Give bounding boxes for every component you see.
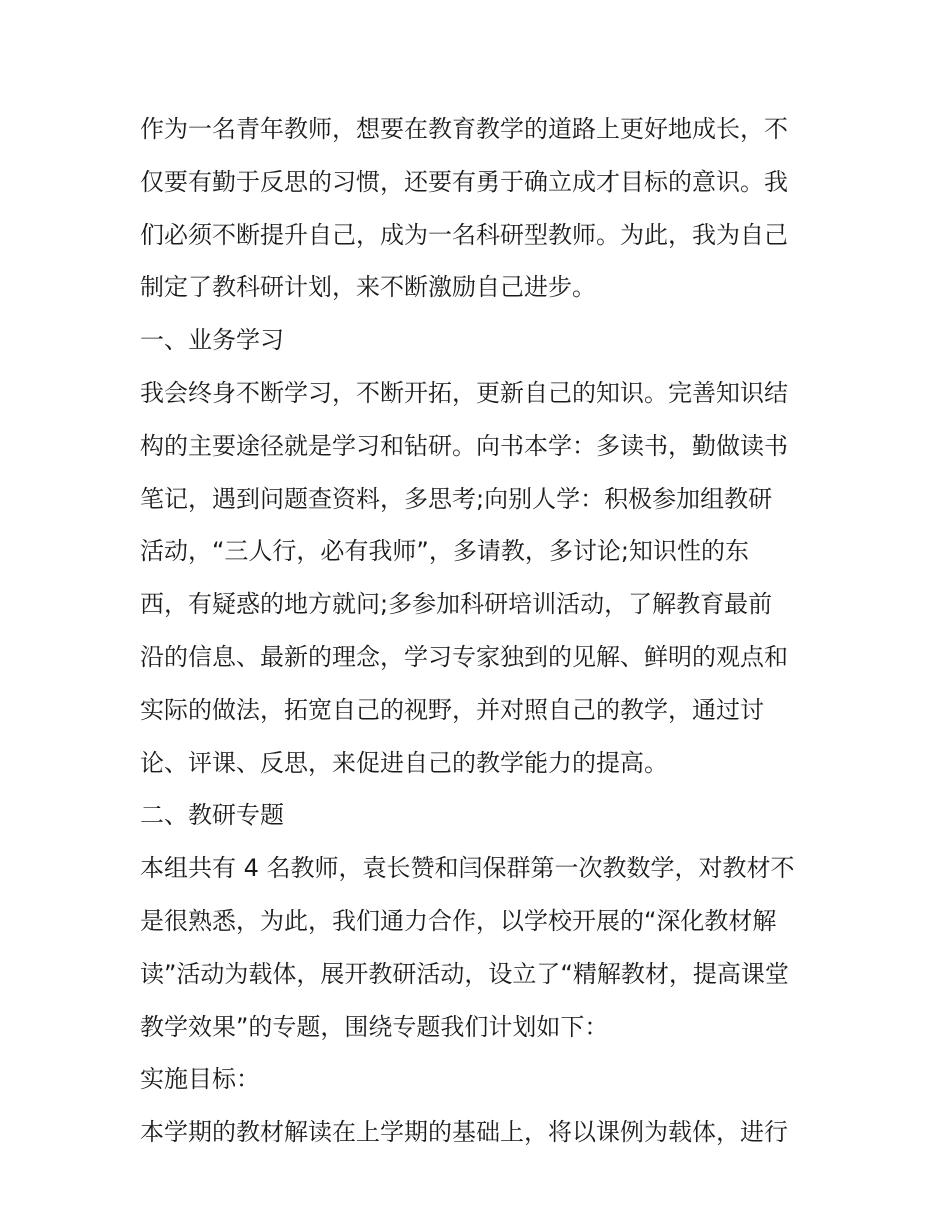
intro-line-1: 作为一名青年教师，想要在教育教学的道路上更好地成长，不 <box>140 115 788 143</box>
intro-line-2: 仅要有勤于反思的习惯，还要有勇于确立成才目标的意识。我 <box>140 167 788 196</box>
intro-line-4: 制定了教科研计划，来不断激励自己进步。 <box>140 273 596 302</box>
study-line-7: 实际的做法，拓宽自己的视野，并对照自己的教学，通过讨 <box>140 695 764 724</box>
subheading-implementation-goal: 实施目标： <box>140 1065 260 1094</box>
topic-line-1: 本组共有 4 名教师，袁长赞和闫保群第一次教数学，对教材不 <box>140 854 795 883</box>
document-body <box>140 103 815 1159</box>
study-line-1: 我会终身不断学习，不断开拓，更新自己的知识。完善知识结 <box>140 378 788 407</box>
section-heading-research-topic: 二、教研专题 <box>140 801 284 830</box>
goal-line-1: 本学期的教材解读在上学期的基础上，将以课例为载体，进行 <box>140 1118 788 1147</box>
study-line-2: 构的主要途径就是学习和钻研。向书本学：多读书，勤做读书 <box>140 431 788 460</box>
study-line-5: 西，有疑惑的地方就问;多参加科研培训活动，了解教育最前 <box>140 590 773 619</box>
topic-line-4: 教学效果”的专题，围绕专题我们计划如下： <box>140 1012 609 1041</box>
section-heading-business-study: 一、业务学习 <box>140 326 284 355</box>
intro-line-3: 们必须不断提升自己，成为一名科研型教师。为此，我为自己 <box>140 220 788 249</box>
topic-line-2: 是很熟悉，为此，我们通力合作，以学校开展的“深化教材解 <box>140 906 777 935</box>
study-line-4: 活动，“三人行，必有我师”，多请教，多讨论;知识性的东 <box>140 537 749 566</box>
study-line-6: 沿的信息、最新的理念，学习专家独到的见解、鲜明的观点和 <box>140 642 788 671</box>
study-line-3: 笔记，遇到问题查资料，多思考;向别人学：积极参加组教研 <box>140 484 773 513</box>
topic-line-3: 读”活动为载体，展开教研活动，设立了“精解教材，提高课堂 <box>140 959 789 988</box>
study-line-8: 论、评课、反思，来促进自己的教学能力的提高。 <box>140 748 668 777</box>
